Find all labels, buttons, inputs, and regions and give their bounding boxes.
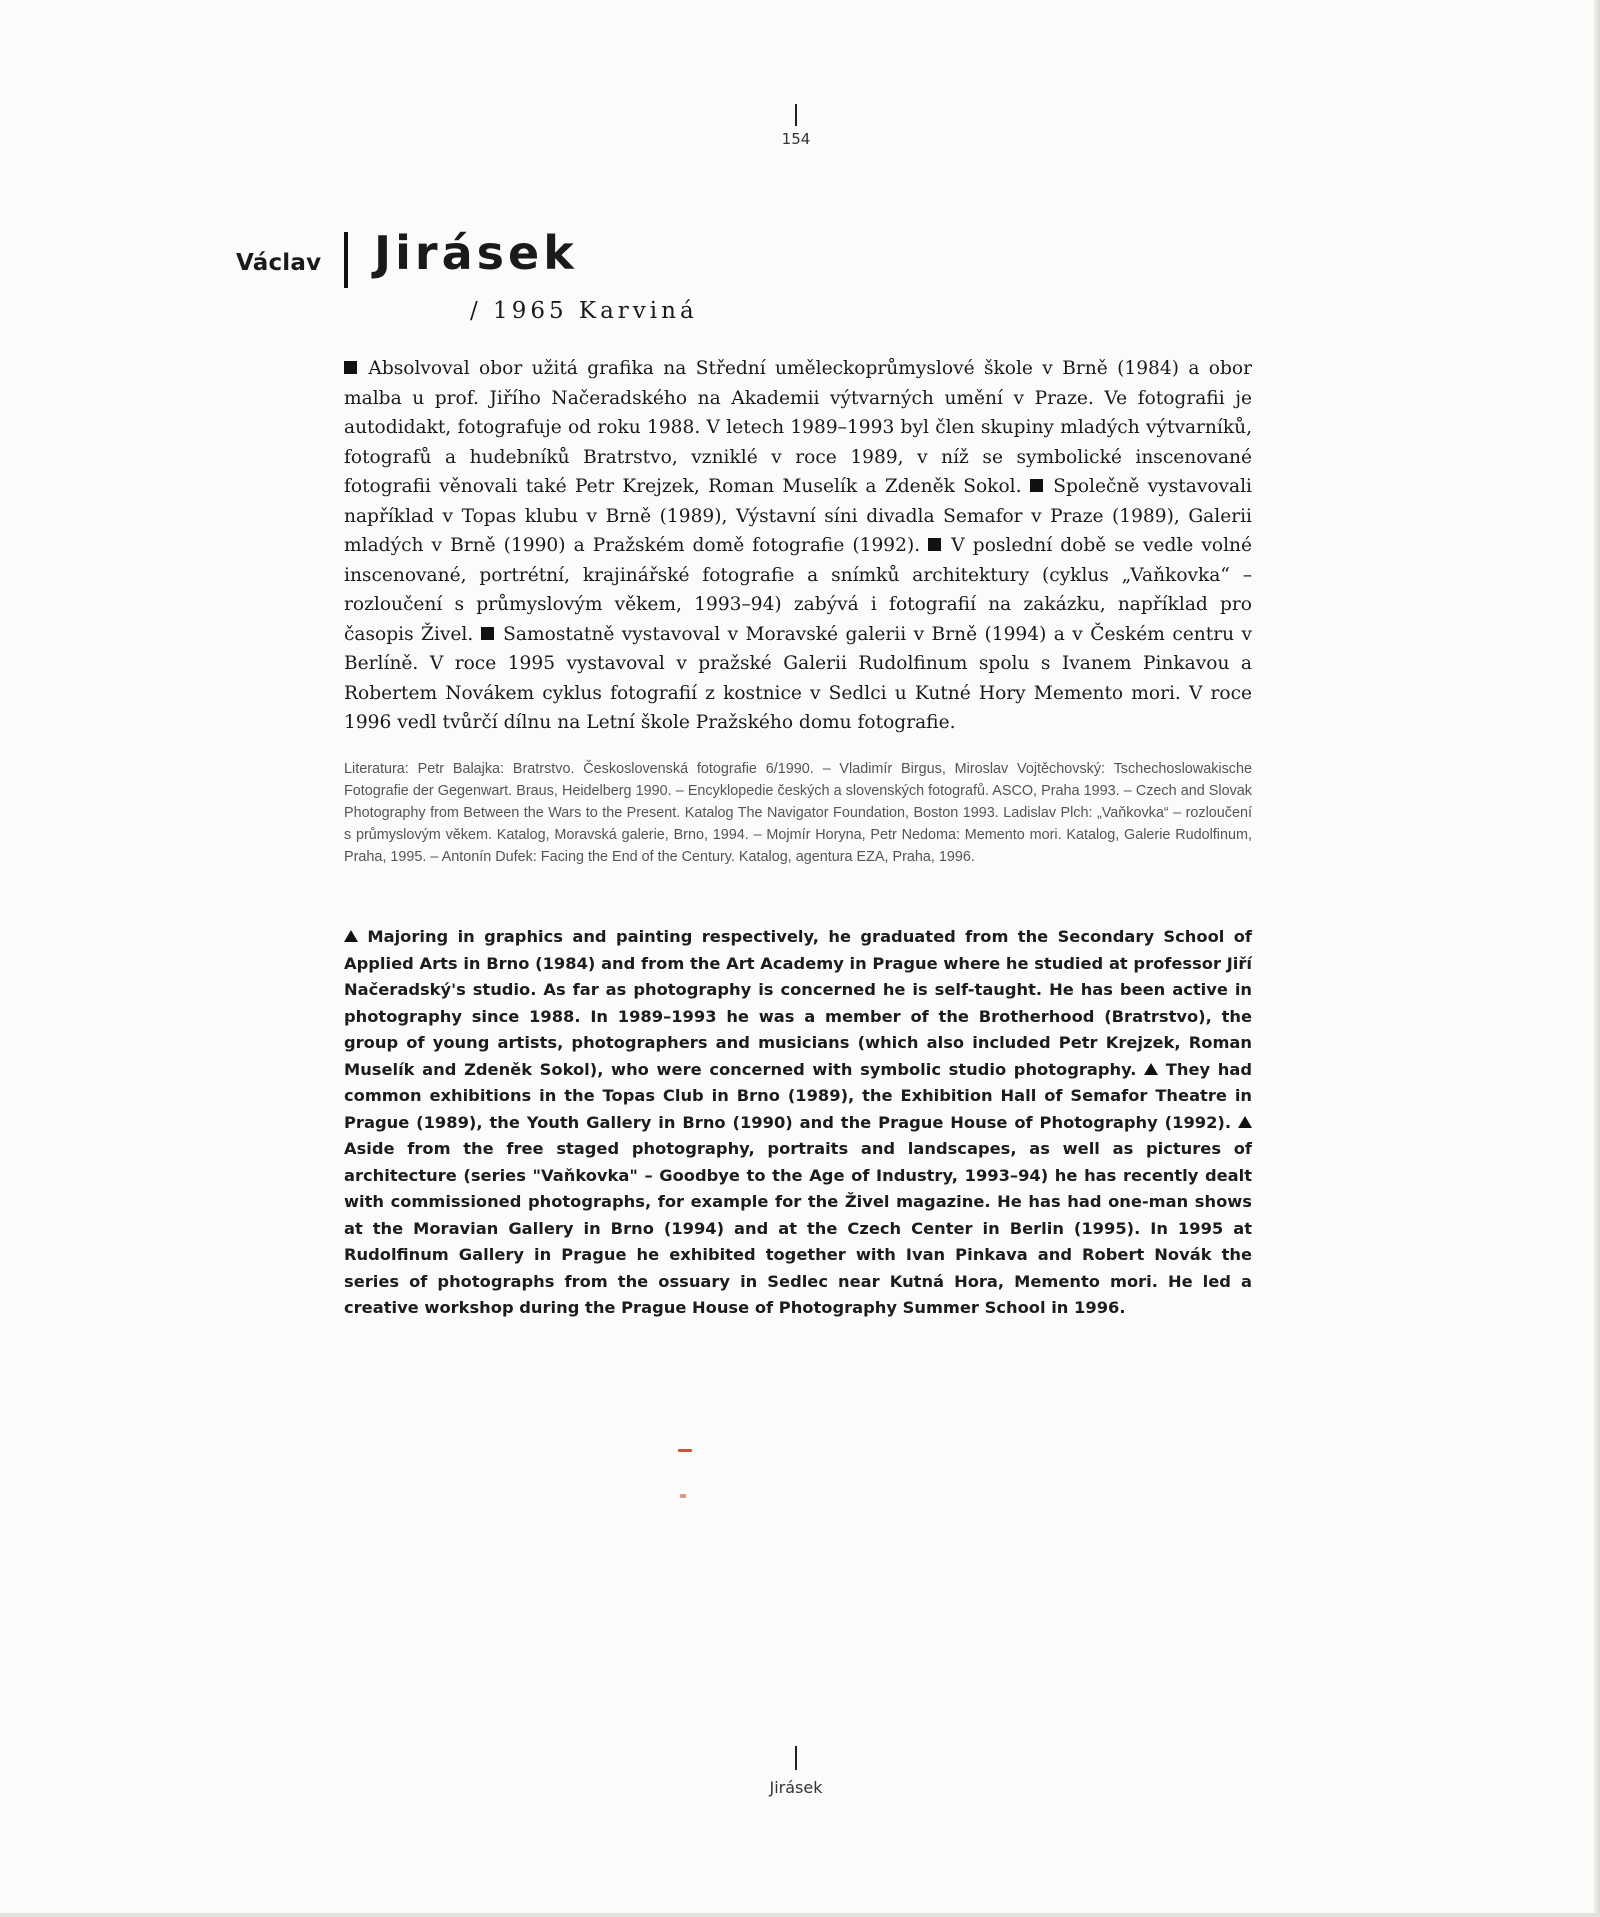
english-bio-part-1: Majoring in graphics and painting respectively, he graduated from the Secondary School of Applied Arts in Brno (1984) and from the Art Academy in Prague where he studied at professor Jiří Načeradský's studio. As far as photography is concerned he is self-taught. He has been active in photography since 1988. In 1989–1993 he was a member of the Brotherhood (Bratrstvo), the group of young artists, photographers and musicians (which also included Petr Krejzek, Roman Muselík and Zdeněk Sokol), who were concerned with symbolic studio photography. <box>344 927 1252 1079</box>
footer-tick <box>795 1746 797 1770</box>
name-divider-bar <box>344 232 348 288</box>
black-square-icon <box>928 538 941 551</box>
black-square-icon <box>1030 479 1043 492</box>
english-bio-part-2: They had common exhibitions in the Topas Club in Brno (1989), the Exhibition Hall of Semafor Theatre in Prague (1989), the Youth Gallery in Brno (1990) and the Prague House of Photography (1992). <box>344 1059 1253 1132</box>
czech-bio-part-1: Absolvoval obor užitá grafika na Střední uměleckoprůmyslové škole v Brně (1984) a obor malba u prof. Jiřího Načeradského na Akademii výtvarných umění v Praze. Ve fotografii je autodidakt, fotografuje od roku 1988. V letech 1989–1993 byl člen skupiny mladých výtvarníků, fotografů a hudebníků Bratrstvo, vzniklé v roce 1989, v níž se symbolické inscenované fotografii věnovali také Petr Krejzek, Roman Muselík a Zdeněk Sokol. <box>344 358 1252 497</box>
czech-bio-part-4: Samostatně vystavoval v Moravské galerii v Brně (1994) a v Českém centru v Berlíně. V roce 1995 vystavoval v pražské Galerii Rudolfinum spolu s Ivanem Pinkavou a Robertem Novákem cyklus fotografií z kostnice v Sedlci u Kutné Hory Memento mori. V roce 1996 vedl tvůrčí dílnu na Letní škole Pražského domu fotografie. <box>344 623 1252 733</box>
stray-ink-mark <box>678 1449 692 1452</box>
page-edge-shadow <box>1594 0 1600 1917</box>
running-footer-title: Jirásek <box>769 1778 823 1797</box>
literature-references: Literatura: Petr Balajka: Bratrstvo. Československá fotografie 6/1990. – Vladimír Birgus, Miroslav Vojtěchovský: Tschechoslowakische Fotografie der Gegenwart. Braus, Heidelberg 1990. – Encyklopedie českých a slovenských fotografů. ASCO, Praha 1993. – Czech and Slovak Photography from Between the Wars to the Present. Katalog The Navigator Foundation, Boston 1993. Ladislav Plch: „Vaňkovka“ – rozloučení s průmyslovým věkem. Katalog, Moravská galerie, Brno, 1994. – Mojmír Horyna, Petr Nedoma: Memento mori. Katalog, Galerie Rudolfinum, Praha, 1995. – Antonín Dufek: Facing the End of the Century. Katalog, agentura EZA, Praha, 1996. <box>344 761 1252 865</box>
czech-bio-part-2: Společně vystavovali například v Topas klubu v Brně (1989), Výstavní síni divadla Semafor v Praze (1989), Galerii mladých v Brně (1990) a Pražském domě fotografie (1992). <box>344 476 1253 556</box>
page-number: 154 <box>781 130 811 148</box>
black-triangle-icon <box>344 930 358 942</box>
czech-bio-part-3: V poslední době se vedle volné inscenované, portrétní, krajinářské fotografie a snímků architektury (cyklus „Vaňkovka“ – rozloučení s průmyslovým věkem, 1993–94) zabývá i fotografií na zakázku, například pro časopis Živel. <box>344 535 1252 645</box>
english-biography <box>344 924 1252 1322</box>
black-triangle-icon <box>1144 1063 1158 1075</box>
black-triangle-icon <box>1238 1116 1252 1128</box>
czech-biography <box>344 354 1252 738</box>
birth-info: / 1965 Karviná <box>470 298 698 324</box>
page-bottom-edge <box>0 1913 1600 1917</box>
black-square-icon <box>481 627 494 640</box>
english-bio-part-3: Aside from the free staged photography, portraits and landscapes, as well as pictures of architecture (series "Vaňkovka" – Goodbye to the Age of Industry, 1993–94) he has recently dealt with commissioned photographs, for example for the Živel magazine. He has had one-man shows at the Moravian Gallery in Brno (1994) and at the Czech Center in Berlin (1995). In 1995 at Rudolfinum Gallery in Prague he exhibited together with Ivan Pinkava and Robert Novák the series of photographs from the ossuary in Sedlec near Kutná Hora, Memento mori. He led a creative workshop during the Prague House of Photography Summer School in 1996. <box>344 1139 1252 1317</box>
black-square-icon <box>344 361 357 374</box>
author-first-name: Václav <box>236 250 322 276</box>
page-number-tick <box>795 104 797 126</box>
stray-ink-mark <box>680 1494 686 1498</box>
author-surname: Jirásek <box>374 226 578 280</box>
